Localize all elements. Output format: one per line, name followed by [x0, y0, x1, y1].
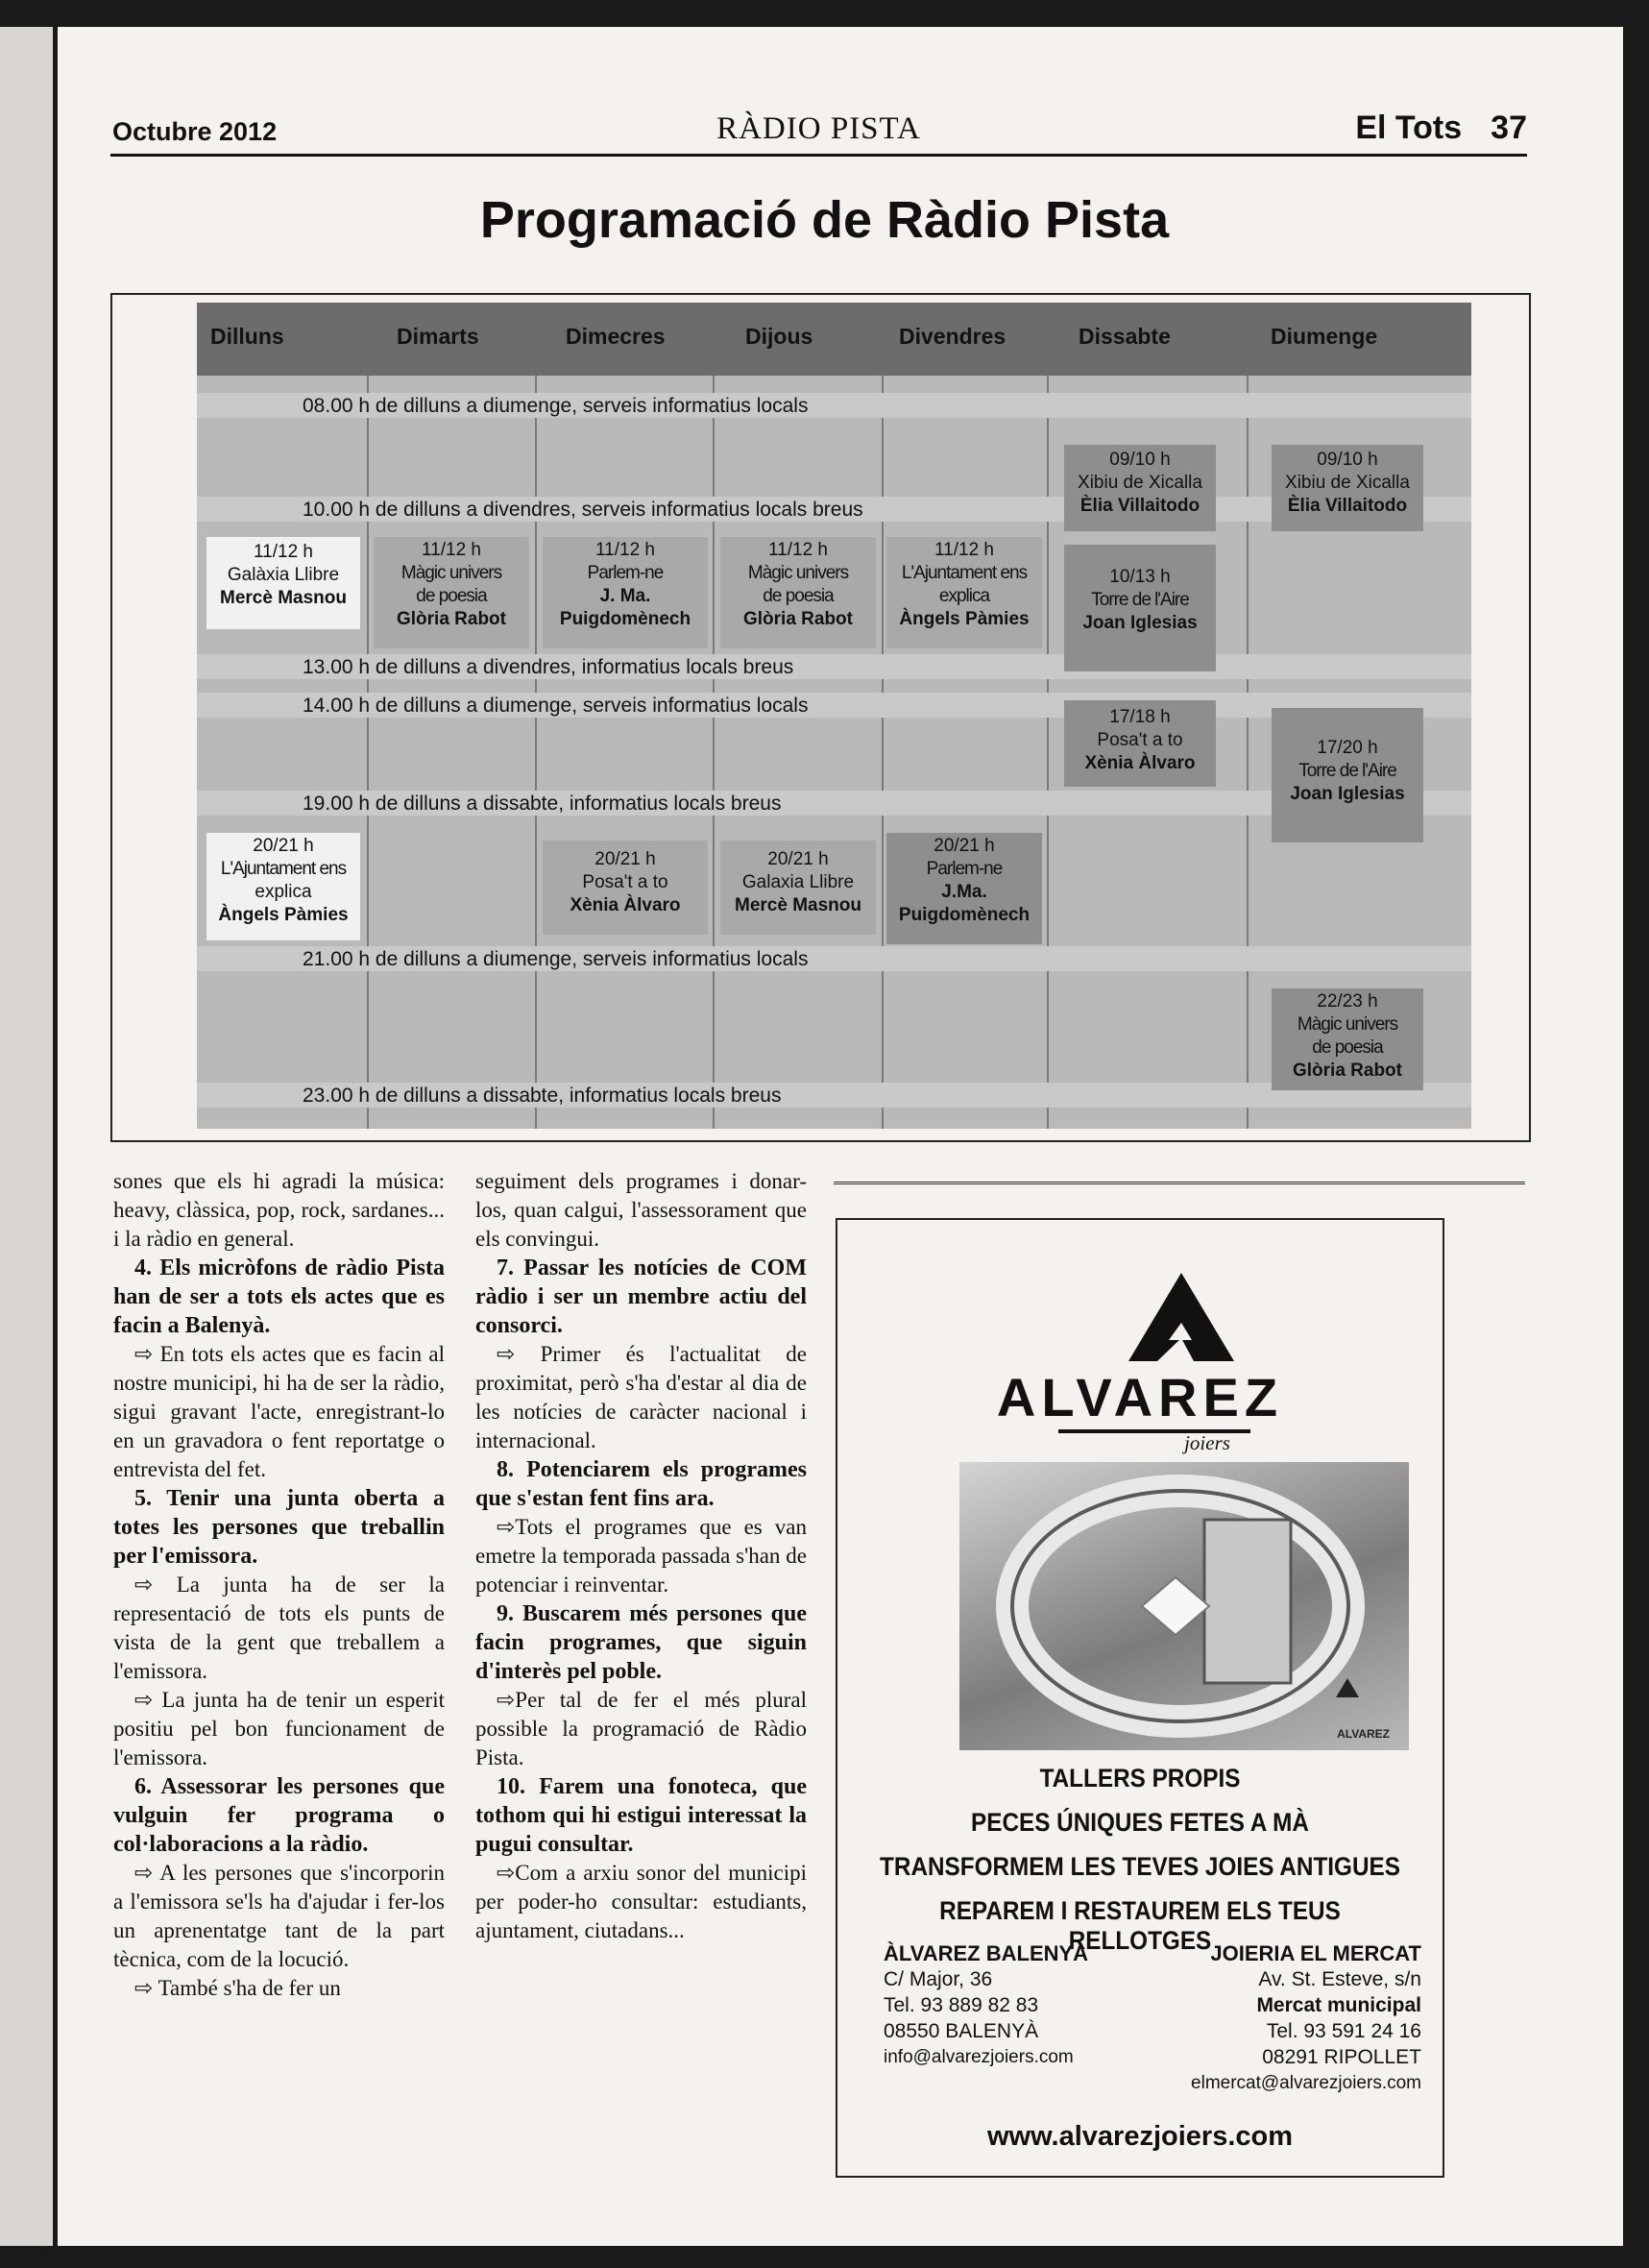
ad-tagline-1: TALLERS PROPIS: [1039, 1764, 1241, 1792]
article-paragraph: ⇨ Primer és l'actualitat de proximitat, però s'ha d'estar al dia de les notícies de caràcter nacional i internacional.: [475, 1342, 807, 1452]
day-saturday: Dissabte: [1079, 324, 1171, 349]
schedule-table: [110, 293, 1531, 1142]
day-wednesday: Dimecres: [566, 324, 666, 349]
program-galaxia-llibre-thursday: [720, 841, 876, 935]
program-name: de poesia: [763, 586, 834, 606]
program-host-name: J.Ma. Puigdomènech: [898, 882, 1031, 925]
program-time: 11/12 h: [422, 540, 481, 560]
program-magic-univers-tuesday: [374, 537, 529, 648]
program-xibiu-de-xicalla-saturday: [1064, 445, 1216, 531]
column-divider: [882, 376, 884, 1129]
program-host: Glòria Rabot: [1292, 1061, 1402, 1081]
article-paragraph: ⇨Per tal de fer el més plural possible la programació de Ràdio Pista.: [475, 1688, 807, 1769]
store-email: info@alvarezjoiers.com: [884, 2047, 1074, 2067]
day-thursday: Dijous: [745, 324, 813, 349]
time-slot-0800: 08.00 h de dilluns a diumenge, serveis informatius locals: [297, 395, 813, 418]
article-heading: 9. Buscarem més persones que facin programes, que siguin d'interès pel poble.: [475, 1601, 807, 1684]
program-parlem-ne-wednesday: [543, 537, 708, 648]
program-host: Joan Iglesias: [1290, 784, 1405, 804]
program-magic-univers-thursday: [720, 537, 876, 648]
program-time: 11/12 h: [595, 540, 655, 560]
program-name: Màgic univers: [747, 563, 849, 583]
page-title: Programació de Ràdio Pista: [479, 191, 1170, 249]
ad-tagline-2: PECES ÚNIQUES FETES A MÀ: [971, 1808, 1309, 1837]
schedule-grid: [197, 303, 1471, 1129]
store-name: JOIERIA EL MERCAT: [1210, 1941, 1421, 1965]
program-host: Glòria Rabot: [396, 609, 506, 629]
program-host: Èlia Villaitodo: [1287, 496, 1408, 516]
program-name: Màgic univers: [1297, 1014, 1398, 1035]
column-divider: [535, 376, 537, 1129]
article-paragraph: ⇨ En tots els actes que es facin al nostre municipi, hi ha de ser la ràdio, sigui gravant l'acte, enregistrant-lo en un gravadora o fent reportatge o entrevista del fet.: [113, 1342, 445, 1481]
program-time: 20/21 h: [594, 849, 656, 869]
program-posat-a-to-saturday: [1064, 700, 1216, 787]
program-parlem-ne-friday: [886, 833, 1042, 944]
program-host: J. Ma. Puigdomènech: [559, 586, 691, 629]
program-ajuntament-explica-monday: [206, 833, 360, 940]
store-address: C/ Major, 36: [884, 1968, 993, 1990]
article-paragraph: sones que els hi agradi la música: heavy, clàssica, pop, rock, sardanes... i la ràdio en general.: [113, 1169, 445, 1251]
time-slot-1000: 10.00 h de dilluns a divendres, serveis informatius locals breus: [297, 499, 869, 522]
section-name: El Tots: [1355, 110, 1463, 146]
store-phone: Tel. 93 591 24 16: [1266, 2020, 1421, 2042]
store-city: 08291 RIPOLLET: [1262, 2046, 1421, 2068]
ring-logo-text: ALVAREZ: [1337, 1727, 1390, 1741]
time-slot-2100: 21.00 h de dilluns a diumenge, serveis informatius locals: [297, 948, 813, 971]
program-host: Glòria Rabot: [742, 609, 853, 629]
day-monday: Dilluns: [210, 324, 284, 349]
program-magic-univers-sunday: [1272, 988, 1423, 1090]
program-name: Torre de l'Aire: [1091, 590, 1189, 610]
program-name: Galaxia Llibre: [741, 872, 855, 892]
program-name: Parlem-ne: [587, 563, 664, 583]
column-divider: [367, 376, 369, 1129]
program-xibiu-de-xicalla-sunday: [1272, 445, 1423, 531]
program-time: 17/20 h: [1317, 738, 1378, 758]
program-posat-a-to-wednesday: [543, 841, 708, 935]
website-link[interactable]: www.alvarezjoiers.com: [986, 2121, 1294, 2152]
time-slot-2300: 23.00 h de dilluns a dissabte, informatius locals breus: [297, 1085, 787, 1108]
article-paragraph: ⇨ La junta ha de ser la representació de tots els punts de vista de la gent que treballem a l'emissora.: [113, 1573, 445, 1683]
page-gutter: [0, 27, 53, 2246]
program-name: explica: [938, 586, 990, 606]
program-host: Mercè Masnou: [220, 588, 347, 608]
column-divider: [1047, 376, 1049, 1129]
day-sunday: Diumenge: [1271, 324, 1378, 349]
program-name: Màgic univers: [400, 563, 502, 583]
day-friday: Divendres: [899, 324, 1006, 349]
program-name: Posa't a to: [1097, 730, 1183, 750]
program-name: Xibiu de Xicalla: [1078, 473, 1202, 493]
program-host: [886, 881, 1042, 927]
article-paragraph: ⇨ També s'ha de fer un: [134, 1976, 341, 2000]
article-heading: 5. Tenir una junta oberta a totes les persones que treballin per l'emissora.: [113, 1486, 445, 1569]
section-and-page: [1326, 110, 1527, 147]
ad-tagline-4: REPAREM I RESTAUREM ELS TEUS RELLOTGES: [939, 1896, 1341, 1955]
program-name: Posa't a to: [582, 872, 668, 892]
brand-name: ALVAREZ: [996, 1367, 1284, 1427]
program-time: 11/12 h: [254, 542, 313, 562]
program-time: 20/21 h: [934, 836, 995, 856]
program-name: de poesia: [416, 586, 487, 606]
issue-date: Octubre 2012: [112, 117, 278, 146]
page-number: 37: [1491, 110, 1527, 146]
article-paragraph: ⇨Com a arxiu sonor del municipi per poder-ho consultar: estudiants, ajuntament, ciutadans...: [475, 1861, 807, 1942]
program-host: Àngels Pàmies: [218, 905, 349, 925]
program-time: 20/21 h: [253, 836, 314, 856]
day-tuesday: Dimarts: [397, 324, 479, 349]
program-torre-de-laire-saturday: [1064, 545, 1216, 671]
program-name: Parlem-ne: [926, 859, 1003, 879]
store-phone: Tel. 93 889 82 83: [884, 1994, 1039, 2016]
program-name: Xibiu de Xicalla: [1285, 473, 1410, 493]
program-host: Xènia Àlvaro: [570, 895, 681, 915]
program-name: Galàxia Llibre: [227, 565, 340, 585]
program-host: Àngels Pàmies: [899, 609, 1030, 629]
article-heading: 6. Assessorar les persones que vulguin fer programa o col·laboracions a la ràdio.: [113, 1774, 445, 1857]
page-header: [110, 106, 1527, 157]
program-time: 09/10 h: [1109, 450, 1171, 470]
ring-photo: [959, 1462, 1409, 1750]
program-ajuntament-explica-friday: [886, 537, 1042, 648]
store-city: 08550 BALENYÀ: [884, 2020, 1039, 2042]
day-header-row: [197, 303, 1471, 376]
program-host: Joan Iglesias: [1082, 613, 1198, 633]
publication-name: RÀDIO PISTA: [716, 111, 921, 146]
store-place: Mercat municipal: [1256, 1994, 1421, 2016]
ad-top-rule: [834, 1182, 1525, 1188]
program-time: 17/18 h: [1109, 707, 1171, 727]
store-email: elmercat@alvarezjoiers.com: [1191, 2073, 1421, 2093]
article-heading: 7. Passar les notícies de COM ràdio i ser un membre actiu del consorci.: [475, 1256, 807, 1338]
program-time: 09/10 h: [1317, 450, 1378, 470]
alvarez-logo-icon: [1128, 1273, 1234, 1365]
store-name: ÀLVAREZ BALENYÀ: [884, 1941, 1089, 1965]
program-time: 11/12 h: [768, 540, 828, 560]
ring-image: [959, 1462, 1409, 1750]
article-paragraph: ⇨Tots el programes que es van emetre la temporada passada s'han de potenciar i reinventar.: [475, 1515, 807, 1597]
article-column-2: [475, 1167, 807, 1945]
article-column-1: [113, 1167, 445, 2003]
program-torre-de-laire-sunday: [1272, 708, 1423, 842]
program-host: Mercè Masnou: [735, 895, 861, 915]
program-name: L'Ajuntament ens: [220, 859, 347, 879]
program-time: 22/23 h: [1317, 991, 1378, 1012]
program-name: L'Ajuntament ens: [901, 563, 1028, 583]
program-name: explica: [255, 882, 312, 902]
program-time: 20/21 h: [767, 849, 829, 869]
column-divider: [713, 376, 715, 1129]
brand-subtitle: joiers: [1184, 1431, 1230, 1454]
program-time: 11/12 h: [934, 540, 994, 560]
program-host: Èlia Villaitodo: [1079, 496, 1200, 516]
program-name: Torre de l'Aire: [1298, 761, 1396, 781]
program-galaxia-llibre-monday: [206, 537, 360, 629]
store-balenya: [884, 1940, 1088, 2070]
program-time: 10/13 h: [1109, 567, 1171, 587]
article-paragraph: ⇨ La junta ha de tenir un esperit positiu pel bon funcionament de l'emissora.: [113, 1688, 445, 1769]
store-el-mercat: [1191, 1940, 1421, 2096]
article-paragraph: seguiment dels programes i donar-los, quan calgui, l'assessorament que els convingui.: [475, 1169, 807, 1251]
time-slot-1300: 13.00 h de dilluns a divendres, informatius locals breus: [297, 656, 799, 679]
alvarez-advertisement: [836, 1218, 1444, 2178]
time-slot-1400: 14.00 h de dilluns a diumenge, serveis informatius locals: [297, 695, 813, 718]
article-heading: 8. Potenciarem els programes que s'estan fent fins ara.: [475, 1457, 807, 1511]
article-paragraph: ⇨ A les persones que s'incorporin a l'emissora se'ls ha d'ajudar i fer-los un aprenentatge tant de la part tècnica, com de la locució.: [113, 1861, 445, 1971]
store-address: Av. St. Esteve, s/n: [1258, 1968, 1421, 1990]
article-heading: 10. Farem una fonoteca, que tothom qui hi estigui interessat la pugui consultar.: [475, 1774, 807, 1857]
column-divider: [1247, 376, 1249, 1129]
article-heading: 4. Els micròfons de ràdio Pista han de ser a tots els actes que es facin a Balenyà.: [113, 1256, 445, 1338]
ad-tagline-3: TRANSFORMEM LES TEVES JOIES ANTIGUES: [880, 1852, 1400, 1881]
program-host: Xènia Àlvaro: [1084, 753, 1196, 773]
time-slot-1900: 19.00 h de dilluns a dissabte, informatius locals breus: [297, 793, 787, 816]
program-name: de poesia: [1312, 1037, 1383, 1058]
